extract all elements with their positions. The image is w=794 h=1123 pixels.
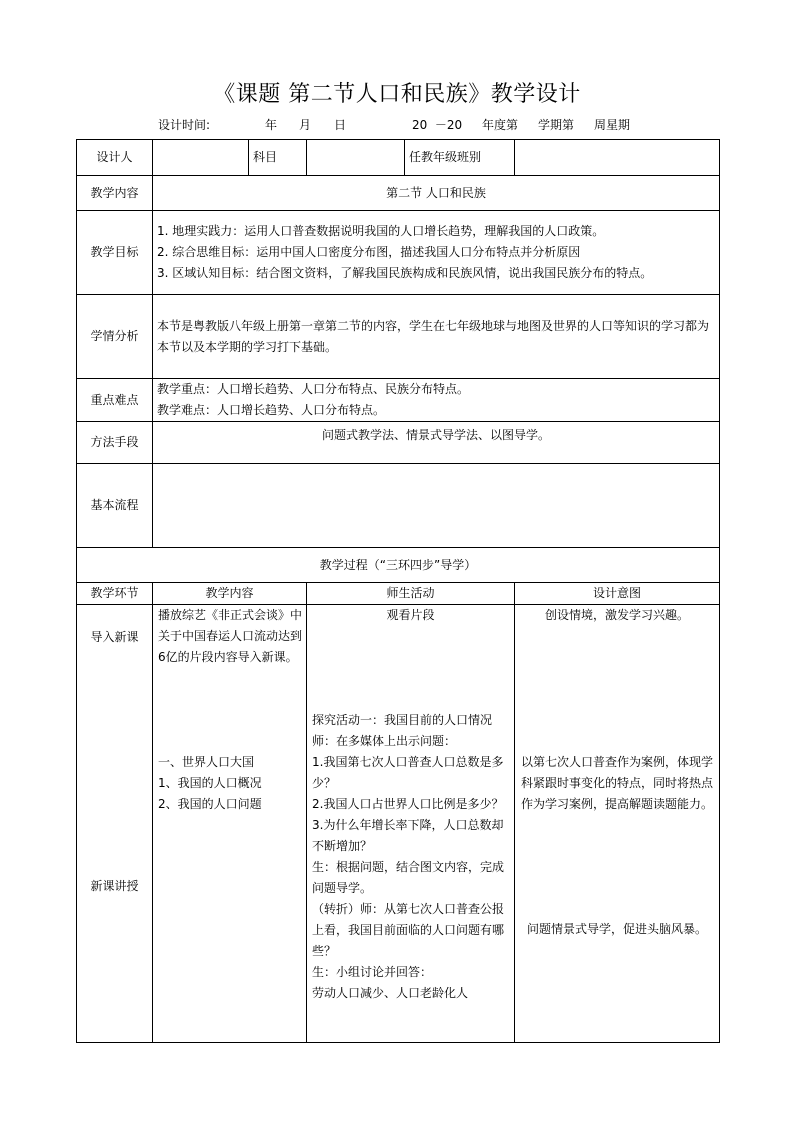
activity-cell xyxy=(307,605,515,1043)
analysis-label: 学情分析 xyxy=(77,295,153,379)
content-row xyxy=(77,176,720,211)
designer-value xyxy=(153,140,249,176)
grade-class-label: 任教年级班别 xyxy=(405,140,515,176)
difficult-point: 教学难点：人口增长趋势、人口分布特点。 xyxy=(157,403,386,417)
key-points-label: 重点难点 xyxy=(77,379,153,422)
analysis-value: 本节是粤教版八年级上册第一章第二节的内容，学生在七年级地球与地图及世界的人口等知识的学习都为本节以及本学期的学习打下基础。 xyxy=(153,295,720,379)
intro-content: 播放综艺《非正式会谈》中关于中国春运人口流动达到6亿的片段内容导入新课。 xyxy=(158,608,303,664)
header-activity: 师生活动 xyxy=(307,583,515,605)
intent-cell xyxy=(515,605,720,1043)
methods-row xyxy=(77,422,720,464)
objective-item: 3. 区域认知目标：结合图文资料，了解我国民族构成和民族风情，说出我国民族分布的特点。 xyxy=(157,266,653,280)
lecture-intent-2: 问题情景式导学，促进头脑风暴。 xyxy=(527,922,708,936)
methods-label: 方法手段 xyxy=(77,422,153,464)
stage-intro: 导入新课 xyxy=(90,630,139,644)
process-title: 教学过程（“三环四步”导学） xyxy=(77,548,720,583)
lecture-intent-1: 以第七次人口普查作为案例，体现学科紧跟时事变化的特点，同时将热点作为学习案例，提高解题读题能力。 xyxy=(521,755,714,811)
analysis-row xyxy=(77,295,720,379)
key-point: 教学重点：人口增长趋势、人口分布特点、民族分布特点。 xyxy=(157,382,470,396)
stage-cell xyxy=(77,605,153,1043)
subject-value xyxy=(307,140,405,176)
design-time-label: 设计时间: xyxy=(158,118,211,132)
process-header-row xyxy=(77,583,720,605)
year-range: 20 －20 xyxy=(412,118,463,132)
flow-label: 基本流程 xyxy=(77,464,153,548)
subject-label: 科目 xyxy=(249,140,307,176)
designer-label: 设计人 xyxy=(77,140,153,176)
month-label: 月 xyxy=(299,118,312,132)
flow-value xyxy=(153,464,720,548)
intro-activity: 观看片段 xyxy=(386,608,435,622)
content-cell xyxy=(153,605,307,1043)
key-points-row xyxy=(77,379,720,422)
objectives-row xyxy=(77,211,720,295)
methods-value: 问题式教学法、情景式导学法、以图导学。 xyxy=(153,422,720,464)
week-label: 周星期 xyxy=(594,118,631,132)
content-value: 第二节 人口和民族 xyxy=(153,176,720,211)
content-label: 教学内容 xyxy=(77,176,153,211)
stage-lecture: 新课讲授 xyxy=(90,879,139,893)
header-content: 教学内容 xyxy=(153,583,307,605)
intro-intent: 创设情境，激发学习兴趣。 xyxy=(545,608,690,622)
lecture-activity: 探究活动一：我国目前的人口情况 师：在多媒体上出示问题： 1.我国第七次人口普查人口总数是多少？ 2.我国人口占世界人口比例是多少？ 3.为什么年增长率下降，人口总数却不断增加？ 生：根据问题，结合图文内容，完成问题导学。 （转折）师：从第七次人口普查公报上看，我国目前面临的人口问题有哪些？ 生：小组讨论并回答： 劳动人口减少、人口老龄化人 xyxy=(312,713,505,1000)
header-stage: 教学环节 xyxy=(77,583,153,605)
process-title-row xyxy=(77,548,720,583)
objectives-value xyxy=(153,211,720,295)
lesson-plan-table xyxy=(76,139,720,1043)
objectives-label: 教学目标 xyxy=(77,211,153,295)
process-body-row xyxy=(77,605,720,1043)
document-title: 《课题 第二节人口和民族》教学设计 xyxy=(213,82,581,107)
academic-year-label: 年度第 xyxy=(482,118,519,132)
grade-class-value xyxy=(515,140,720,176)
objective-item: 1. 地理实践力：运用人口普查数据说明我国的人口增长趋势，理解我国的人口政策。 xyxy=(157,224,605,238)
semester-label: 学期第 xyxy=(538,118,575,132)
day-label: 日 xyxy=(334,118,347,132)
objective-item: 2. 综合思维目标：运用中国人口密度分布图，描述我国人口分布特点并分析原因 xyxy=(157,245,581,259)
flow-row xyxy=(77,464,720,548)
key-points-value xyxy=(153,379,720,422)
header-intent: 设计意图 xyxy=(515,583,720,605)
year-label: 年 xyxy=(265,118,278,132)
lecture-content: 一、世界人口大国 1、我国的人口概况 2、我国的人口问题 xyxy=(158,755,262,811)
info-row xyxy=(77,140,720,176)
